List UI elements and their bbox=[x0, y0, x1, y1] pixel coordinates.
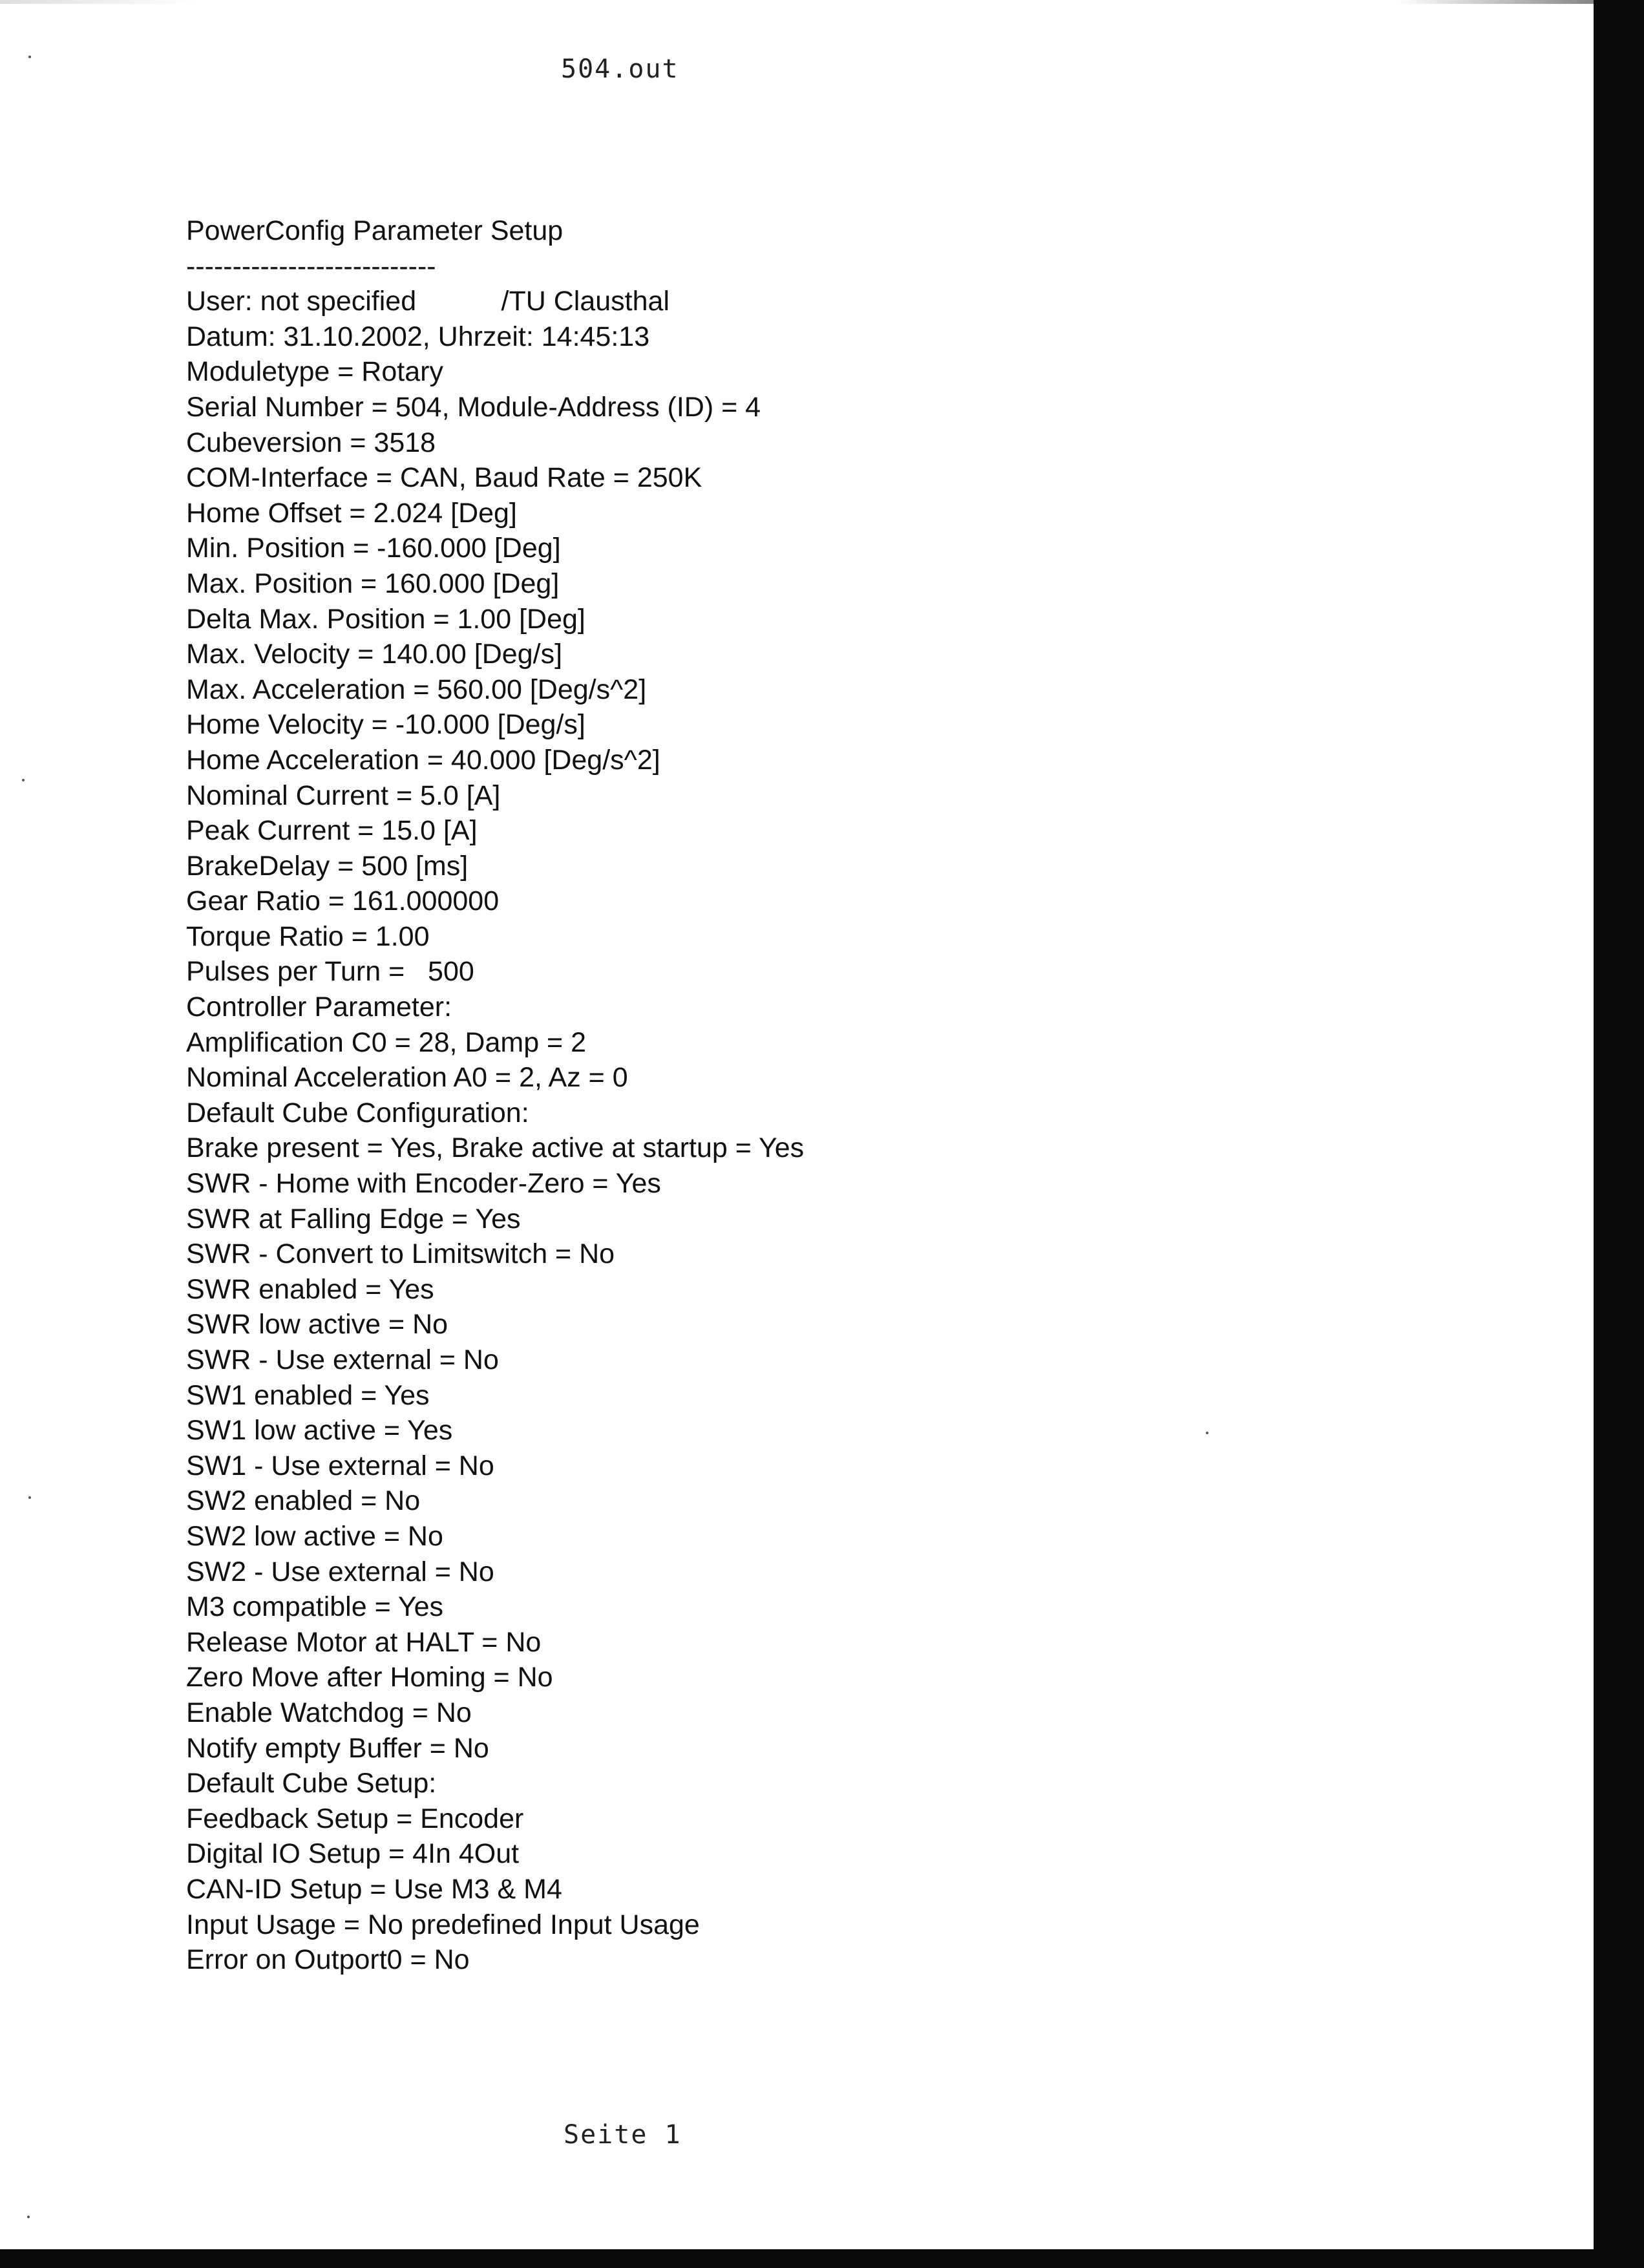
parameter-line: Input Usage = No predefined Input Usage bbox=[186, 1909, 700, 1940]
parameter-line: BrakeDelay = 500 [ms] bbox=[186, 850, 469, 882]
parameter-line: SW1 enabled = Yes bbox=[186, 1379, 430, 1411]
parameter-line: Nominal Current = 5.0 [A] bbox=[186, 779, 501, 811]
parameter-line: SW1 low active = Yes bbox=[186, 1415, 453, 1447]
parameter-line: Home Offset = 2.024 [Deg] bbox=[186, 497, 517, 529]
parameter-line: Error on Outport0 = No bbox=[186, 1944, 470, 1976]
parameter-line: CAN-ID Setup = Use M3 & M4 bbox=[186, 1873, 562, 1905]
parameter-line: Enable Watchdog = No bbox=[186, 1697, 472, 1728]
parameter-line: SW2 low active = No bbox=[186, 1520, 443, 1552]
parameter-line: Notify empty Buffer = No bbox=[186, 1732, 489, 1764]
parameter-line: SW1 - Use external = No bbox=[186, 1450, 494, 1481]
section-heading: Default Cube Configuration: bbox=[186, 1097, 529, 1129]
parameter-line: Pulses per Turn = 500 bbox=[186, 956, 474, 988]
parameter-line: SWR low active = No bbox=[186, 1309, 448, 1341]
parameter-line: Torque Ratio = 1.00 bbox=[186, 920, 430, 952]
parameter-line: SW2 enabled = No bbox=[186, 1485, 421, 1517]
parameter-line: Peak Current = 15.0 [A] bbox=[186, 815, 478, 847]
parameter-line: Max. Velocity = 140.00 [Deg/s] bbox=[186, 639, 563, 670]
scan-border-bottom bbox=[0, 2249, 1644, 2268]
listing-title: PowerConfig Parameter Setup bbox=[186, 215, 564, 246]
parameter-line: Nominal Acceleration A0 = 2, Az = 0 bbox=[186, 1062, 628, 1094]
parameter-line: SW2 - Use external = No bbox=[186, 1556, 494, 1587]
parameter-line: M3 compatible = Yes bbox=[186, 1591, 444, 1623]
scan-speck bbox=[22, 779, 25, 781]
parameter-listing bbox=[186, 213, 1543, 1978]
parameter-line: Amplification C0 = 28, Damp = 2 bbox=[186, 1026, 587, 1058]
parameter-line: Release Motor at HALT = No bbox=[186, 1626, 542, 1658]
parameter-line: SWR - Home with Encoder-Zero = Yes bbox=[186, 1168, 661, 1200]
parameter-line: Max. Acceleration = 560.00 [Deg/s^2] bbox=[186, 673, 647, 705]
user-line: User: not specified /TU Clausthal bbox=[186, 286, 670, 317]
page-header-filename: 504.out bbox=[561, 54, 679, 84]
page-footer-number: Seite 1 bbox=[564, 2120, 682, 2150]
parameter-line: Home Acceleration = 40.000 [Deg/s^2] bbox=[186, 744, 660, 776]
parameter-line: SWR enabled = Yes bbox=[186, 1273, 434, 1305]
parameter-line: Digital IO Setup = 4In 4Out bbox=[186, 1838, 520, 1870]
title-underline: --------------------------- bbox=[186, 250, 436, 282]
scan-speck bbox=[28, 56, 31, 58]
parameter-line: COM-Interface = CAN, Baud Rate = 250K bbox=[186, 462, 702, 494]
scan-speck bbox=[28, 1496, 31, 1499]
parameter-line: Zero Move after Homing = No bbox=[186, 1662, 553, 1693]
parameter-line: Serial Number = 504, Module-Address (ID) = 4 bbox=[186, 391, 761, 423]
scan-top-edge bbox=[0, 0, 1644, 4]
parameter-line: SWR - Use external = No bbox=[186, 1344, 499, 1375]
scan-speck bbox=[27, 2216, 30, 2218]
scan-speck bbox=[1206, 1432, 1208, 1434]
parameter-line: SWR at Falling Edge = Yes bbox=[186, 1203, 521, 1235]
parameter-line: Moduletype = Rotary bbox=[186, 356, 443, 388]
parameter-line: Home Velocity = -10.000 [Deg/s] bbox=[186, 709, 585, 741]
scan-border-right bbox=[1594, 0, 1644, 2268]
parameter-line: Cubeversion = 3518 bbox=[186, 427, 436, 458]
date-line: Datum: 31.10.2002, Uhrzeit: 14:45:13 bbox=[186, 321, 650, 352]
parameter-line: Min. Position = -160.000 [Deg] bbox=[186, 533, 561, 564]
parameter-line: Max. Position = 160.000 [Deg] bbox=[186, 567, 560, 599]
parameter-line: SWR - Convert to Limitswitch = No bbox=[186, 1238, 615, 1270]
section-heading: Controller Parameter: bbox=[186, 991, 452, 1023]
parameter-line: Delta Max. Position = 1.00 [Deg] bbox=[186, 603, 585, 635]
section-heading: Default Cube Setup: bbox=[186, 1768, 437, 1799]
parameter-line: Gear Ratio = 161.000000 bbox=[186, 885, 500, 917]
parameter-line: Feedback Setup = Encoder bbox=[186, 1803, 524, 1834]
parameter-line: Brake present = Yes, Brake active at startup = Yes bbox=[186, 1132, 805, 1164]
